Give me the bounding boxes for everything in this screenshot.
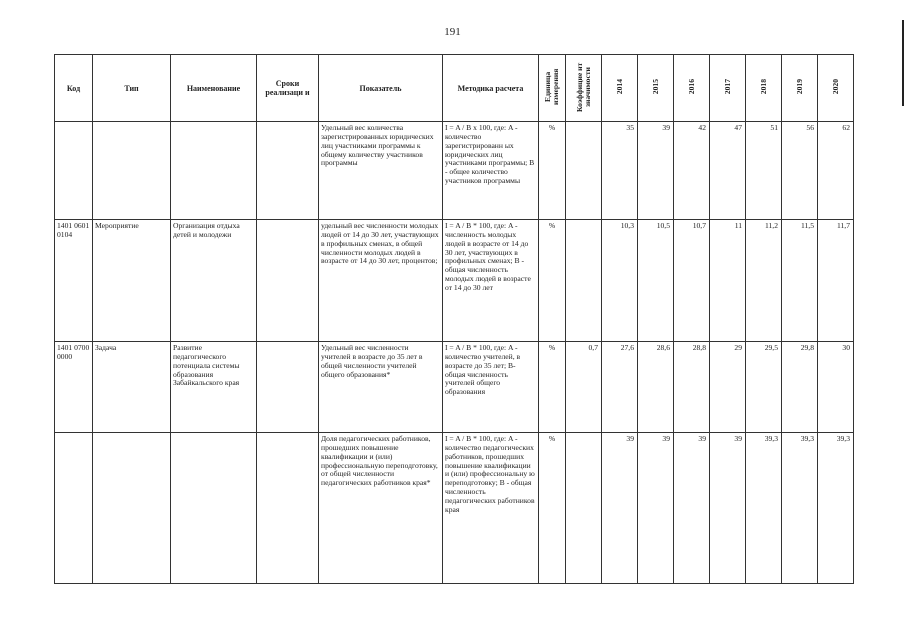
cell-2016: 39 xyxy=(674,433,710,584)
header-2018: 2018 xyxy=(758,79,768,95)
page-edge-line xyxy=(902,20,904,106)
cell-2015: 39 xyxy=(638,122,674,220)
header-coef-cell xyxy=(566,55,602,122)
cell-type xyxy=(93,433,171,584)
cell-2017: 47 xyxy=(710,122,746,220)
cell-2018: 29,5 xyxy=(746,342,782,433)
table-row xyxy=(55,433,854,584)
cell-unit: % xyxy=(539,220,566,342)
cell-2020: 30 xyxy=(818,342,854,433)
cell-2015: 10,5 xyxy=(638,220,674,342)
cell-terms xyxy=(257,220,319,342)
header-unit: Единица измерения xyxy=(543,68,560,106)
cell-2015: 39 xyxy=(638,433,674,584)
cell-indicator: удельный вес численности молодых людей от 14 до 30 лет, участвующих в профильных сменах, в общей численности молодых людей в возрасте от 14 до 30 лет, процентов; xyxy=(319,220,443,342)
cell-unit: % xyxy=(539,122,566,220)
header-2019-cell xyxy=(782,55,818,122)
cell-2019: 29,8 xyxy=(782,342,818,433)
cell-2015: 28,6 xyxy=(638,342,674,433)
header-2018-cell xyxy=(746,55,782,122)
cell-coef: 0,7 xyxy=(566,342,602,433)
cell-indicator: Удельный вес количества зарегистрированных юридических лиц участниками программы к общему количеству участников программы xyxy=(319,122,443,220)
header-method: Методика расчета xyxy=(443,55,539,122)
cell-2014: 10,3 xyxy=(602,220,638,342)
table-header-row xyxy=(55,55,854,122)
cell-name: Организация отдыха детей и молодежи xyxy=(171,220,257,342)
header-2017-cell xyxy=(710,55,746,122)
page-number: 191 xyxy=(444,26,461,38)
cell-method: I = A / B х 100, где: A - количество зарегистрированн ых юридических лиц участниками программы; B - общее количество участников программы xyxy=(443,122,539,220)
header-type: Тип xyxy=(93,55,171,122)
header-2016: 2016 xyxy=(686,79,696,95)
header-terms: Сроки реализаци и xyxy=(257,55,319,122)
cell-2014: 39 xyxy=(602,433,638,584)
cell-2016: 10,7 xyxy=(674,220,710,342)
cell-2018: 51 xyxy=(746,122,782,220)
cell-type: Мероприятие xyxy=(93,220,171,342)
indicators-table xyxy=(54,54,854,584)
cell-2018: 39,3 xyxy=(746,433,782,584)
cell-2016: 42 xyxy=(674,122,710,220)
cell-coef xyxy=(566,220,602,342)
header-2015: 2015 xyxy=(650,79,660,95)
cell-name: Развитие педагогического потенциала системы образования Забайкальского края xyxy=(171,342,257,433)
table-row xyxy=(55,122,854,220)
cell-2017: 39 xyxy=(710,433,746,584)
header-2020-cell xyxy=(818,55,854,122)
header-code: Код xyxy=(55,55,93,122)
cell-coef xyxy=(566,122,602,220)
header-coef: Коэффицие нт значимости xyxy=(574,62,592,112)
cell-code xyxy=(55,122,93,220)
cell-code: 1401 0700 0000 xyxy=(55,342,93,433)
cell-type xyxy=(93,122,171,220)
cell-code xyxy=(55,433,93,584)
cell-coef xyxy=(566,433,602,584)
header-2015-cell xyxy=(638,55,674,122)
header-2014: 2014 xyxy=(614,79,624,95)
header-2016-cell xyxy=(674,55,710,122)
cell-2017: 11 xyxy=(710,220,746,342)
cell-name xyxy=(171,122,257,220)
cell-code: 1401 0601 0104 xyxy=(55,220,93,342)
header-2017: 2017 xyxy=(722,79,732,95)
cell-unit: % xyxy=(539,433,566,584)
cell-terms xyxy=(257,122,319,220)
cell-terms xyxy=(257,342,319,433)
cell-type: Задача xyxy=(93,342,171,433)
cell-unit: % xyxy=(539,342,566,433)
cell-2019: 39,3 xyxy=(782,433,818,584)
header-2020: 2020 xyxy=(830,79,840,95)
cell-2020: 11,7 xyxy=(818,220,854,342)
cell-2019: 11,5 xyxy=(782,220,818,342)
cell-indicator: Удельный вес численности учителей в возрасте до 35 лет в общей численности учителей общего образования* xyxy=(319,342,443,433)
header-2014-cell xyxy=(602,55,638,122)
cell-method: I = A / B * 100, где: A - количество учителей, в возрасте до 35 лет; B- общая численность учителей общего образования xyxy=(443,342,539,433)
header-unit-cell xyxy=(539,55,566,122)
cell-2020: 39,3 xyxy=(818,433,854,584)
cell-2016: 28,8 xyxy=(674,342,710,433)
cell-2019: 56 xyxy=(782,122,818,220)
header-indicator: Показатель xyxy=(319,55,443,122)
cell-indicator: Доля педагогических работников, прошедших повышение квалификации и (или) профессиональную переподготовку, от общей численности педагогических работников края* xyxy=(319,433,443,584)
cell-2014: 35 xyxy=(602,122,638,220)
cell-2018: 11,2 xyxy=(746,220,782,342)
cell-2020: 62 xyxy=(818,122,854,220)
cell-method: I = A / B * 100, где: A - количество педагогических работников, прошедших повышение квалификации и (или) профессиональну ю переподготовку; B - общая численность педагогических работников края xyxy=(443,433,539,584)
cell-2014: 27,6 xyxy=(602,342,638,433)
table-row xyxy=(55,342,854,433)
cell-terms xyxy=(257,433,319,584)
header-2019: 2019 xyxy=(794,79,804,95)
header-name: Наименование xyxy=(171,55,257,122)
table-row xyxy=(55,220,854,342)
cell-method: I = A / B * 100, где: A - численность молодых людей в возрасте от 14 до 30 лет, участвующих в профильных сменах; B - общая численность молодых людей в возрасте от 14 до 30 лет xyxy=(443,220,539,342)
cell-2017: 29 xyxy=(710,342,746,433)
cell-name xyxy=(171,433,257,584)
